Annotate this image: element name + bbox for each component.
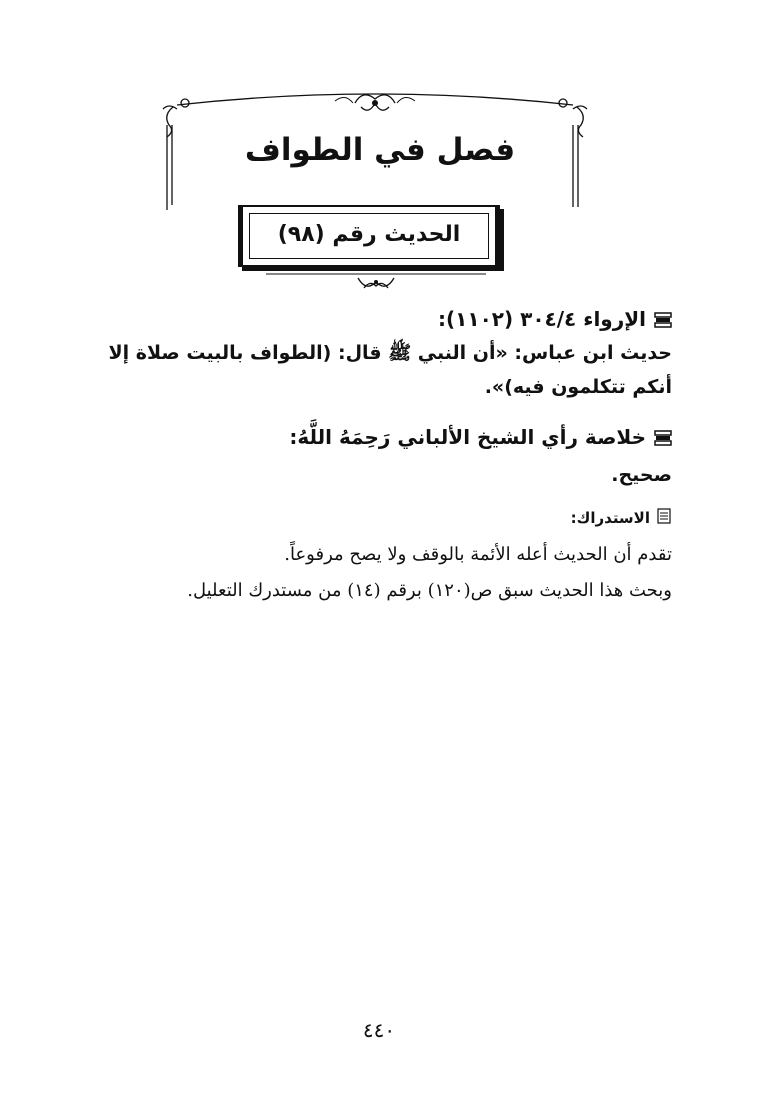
albani-summary-heading-line bbox=[289, 422, 672, 454]
istidrak-line-2: وبحث هذا الحديث سبق ص(١٢٠) برقم (١٤) من مستدرك التعليل. bbox=[187, 580, 672, 601]
hadith-number-label: الحديث رقم (٩٨) bbox=[277, 222, 461, 247]
hadith-number-box bbox=[238, 205, 500, 267]
albani-verdict: صحيح. bbox=[611, 464, 672, 486]
istidrak-heading: الاستدراك: bbox=[570, 509, 650, 527]
istidrak-line-1: تقدم أن الحديث أعله الأئمة بالوقف ولا يصح مرفوعاً. bbox=[284, 544, 672, 565]
book-stack-icon bbox=[654, 306, 672, 336]
divider-ornament-icon bbox=[266, 270, 486, 296]
source-line bbox=[438, 304, 672, 336]
albani-summary-heading: خلاصة رأي الشيخ الألباني رَحِمَهُ اللَّهُ: bbox=[289, 425, 646, 449]
narration-text: حديث ابن عباس: «أن النبي ﷺ قال: (الطواف بالبيت صلاة إلا أنكم تتكلمون فيه)». bbox=[108, 342, 672, 398]
book-stack-icon bbox=[654, 424, 672, 454]
source-reference: الإرواء ٣٠٤/٤ (١١٠٢): bbox=[438, 307, 646, 331]
page-number: ٤٤٠ bbox=[362, 1018, 396, 1042]
chapter-title: فصل في الطواف bbox=[244, 132, 516, 168]
istidrak-heading-line bbox=[571, 506, 672, 531]
notebook-icon bbox=[656, 507, 672, 531]
